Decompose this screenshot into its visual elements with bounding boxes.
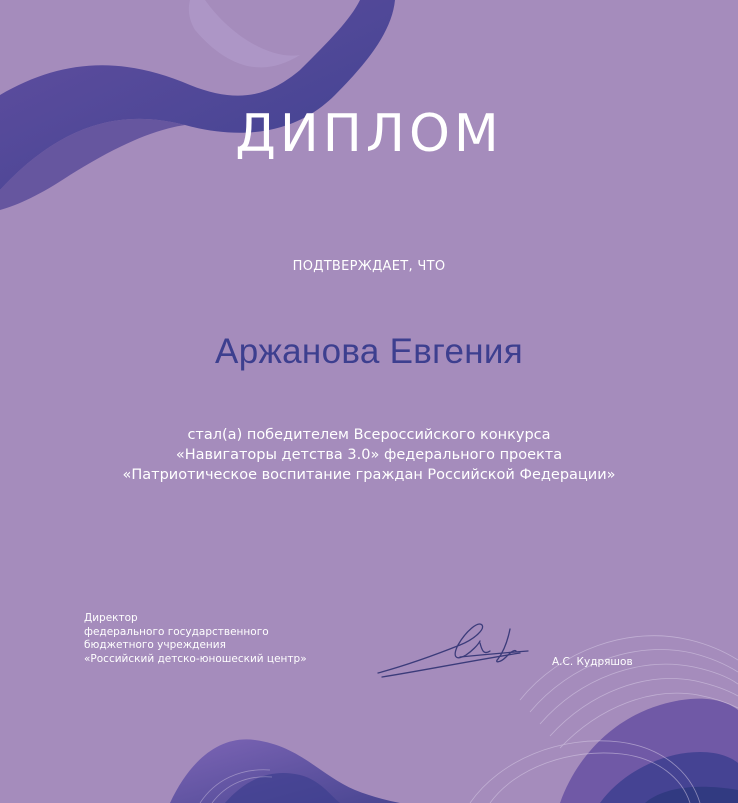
director-line: бюджетного учреждения — [84, 639, 226, 651]
director-title — [84, 612, 307, 666]
director-line: федерального государственного — [84, 625, 269, 638]
signature — [370, 615, 540, 685]
award-line: стал(а) победителем Всероссийского конкурса — [187, 427, 551, 443]
director-line: «Российский детско-юношеский центр» — [84, 652, 307, 665]
award-line: «Патриотическое воспитание граждан Российской Федерации» — [122, 467, 616, 483]
signer-name: А.С. Кудряшов — [552, 656, 633, 668]
director-line: Директор — [84, 612, 138, 624]
award-description — [0, 425, 738, 485]
recipient-name: Аржанова Евгения — [215, 332, 523, 371]
diploma-subtitle: ПОДТВЕРЖДАЕТ, ЧТО — [292, 259, 446, 274]
diploma-title: ДИПЛОМ — [235, 104, 503, 164]
award-line: «Навигаторы детства 3.0» федерального проекта — [175, 447, 563, 463]
